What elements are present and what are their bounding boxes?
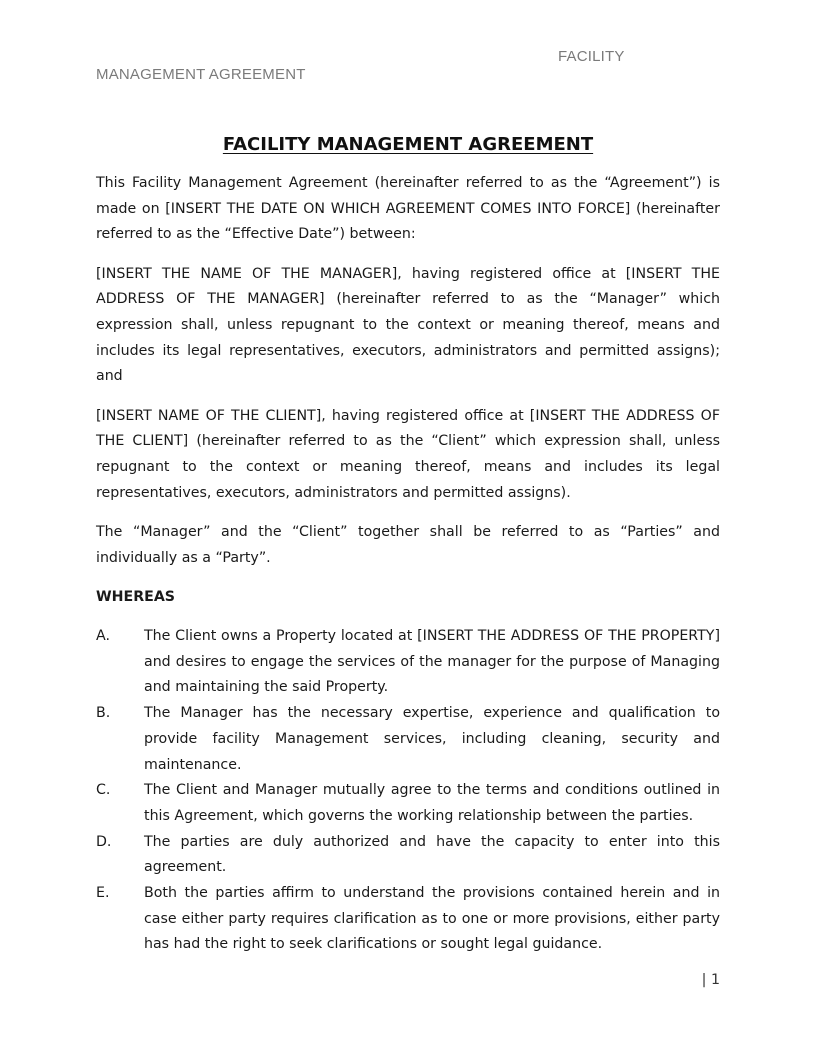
recital-letter: B. (96, 705, 111, 722)
recital-item (96, 881, 720, 958)
recital-text: Both the parties affirm to understand the provisions contained herein and in case either party requires clarification as to one or more provisions, either party has had the right to seek clarifications or sought legal guidance. (144, 885, 720, 953)
recital-item (96, 778, 720, 829)
header-line-2: MANAGEMENT AGREEMENT (96, 66, 306, 83)
parties-definition-paragraph: The “Manager” and the “Client” together shall be referred to as “Parties” and individually as a “Party”. (96, 523, 720, 566)
recital-item (96, 830, 720, 881)
page-number: | 1 (701, 972, 720, 988)
document-title: FACILITY MANAGEMENT AGREEMENT (222, 134, 594, 155)
recital-text: The Manager has the necessary expertise, experience and qualification to provide facility Management services, including cleaning, security and maintenance. (144, 705, 720, 773)
client-party-paragraph: [INSERT NAME OF THE CLIENT], having registered office at [INSERT THE ADDRESS OF THE CLIENT] (hereinafter referred to as the “Client” which expression shall, unless repugnant to the context or meaning thereof, means and includes its legal representatives, executors, administrators and permitted assigns). (96, 407, 720, 501)
header-line-1: FACILITY (558, 48, 625, 65)
recital-letter: A. (96, 628, 110, 645)
whereas-heading: WHEREAS (96, 588, 176, 605)
intro-paragraph: This Facility Management Agreement (hereinafter referred to as the “Agreement”) is made on [INSERT THE DATE ON WHICH AGREEMENT COMES INTO FORCE] (hereinafter referred to as the “Effective Date”) between: (96, 175, 720, 243)
document-body (96, 171, 720, 958)
recital-text: The Client and Manager mutually agree to the terms and conditions outlined in this Agreement, which governs the working relationship between the parties. (144, 782, 720, 824)
recital-item (96, 701, 720, 778)
recital-letter: E. (96, 885, 110, 902)
recital-item (96, 624, 720, 701)
manager-party-paragraph: [INSERT THE NAME OF THE MANAGER], having registered office at [INSERT THE ADDRESS OF THE MANAGER] (hereinafter referred to as the “Manager” which expression shall, unless repugnant to the context or meaning thereof, means and includes its legal representatives, executors, administrators and permitted assigns); and (96, 265, 720, 385)
recital-letter: D. (96, 833, 112, 850)
recital-letter: C. (96, 782, 111, 799)
recital-text: The parties are duly authorized and have the capacity to enter into this agreement. (144, 833, 720, 876)
recital-text: The Client owns a Property located at [INSERT THE ADDRESS OF THE PROPERTY] and desires to engage the services of the manager for the purpose of Managing and maintaining the said Property. (144, 628, 720, 696)
